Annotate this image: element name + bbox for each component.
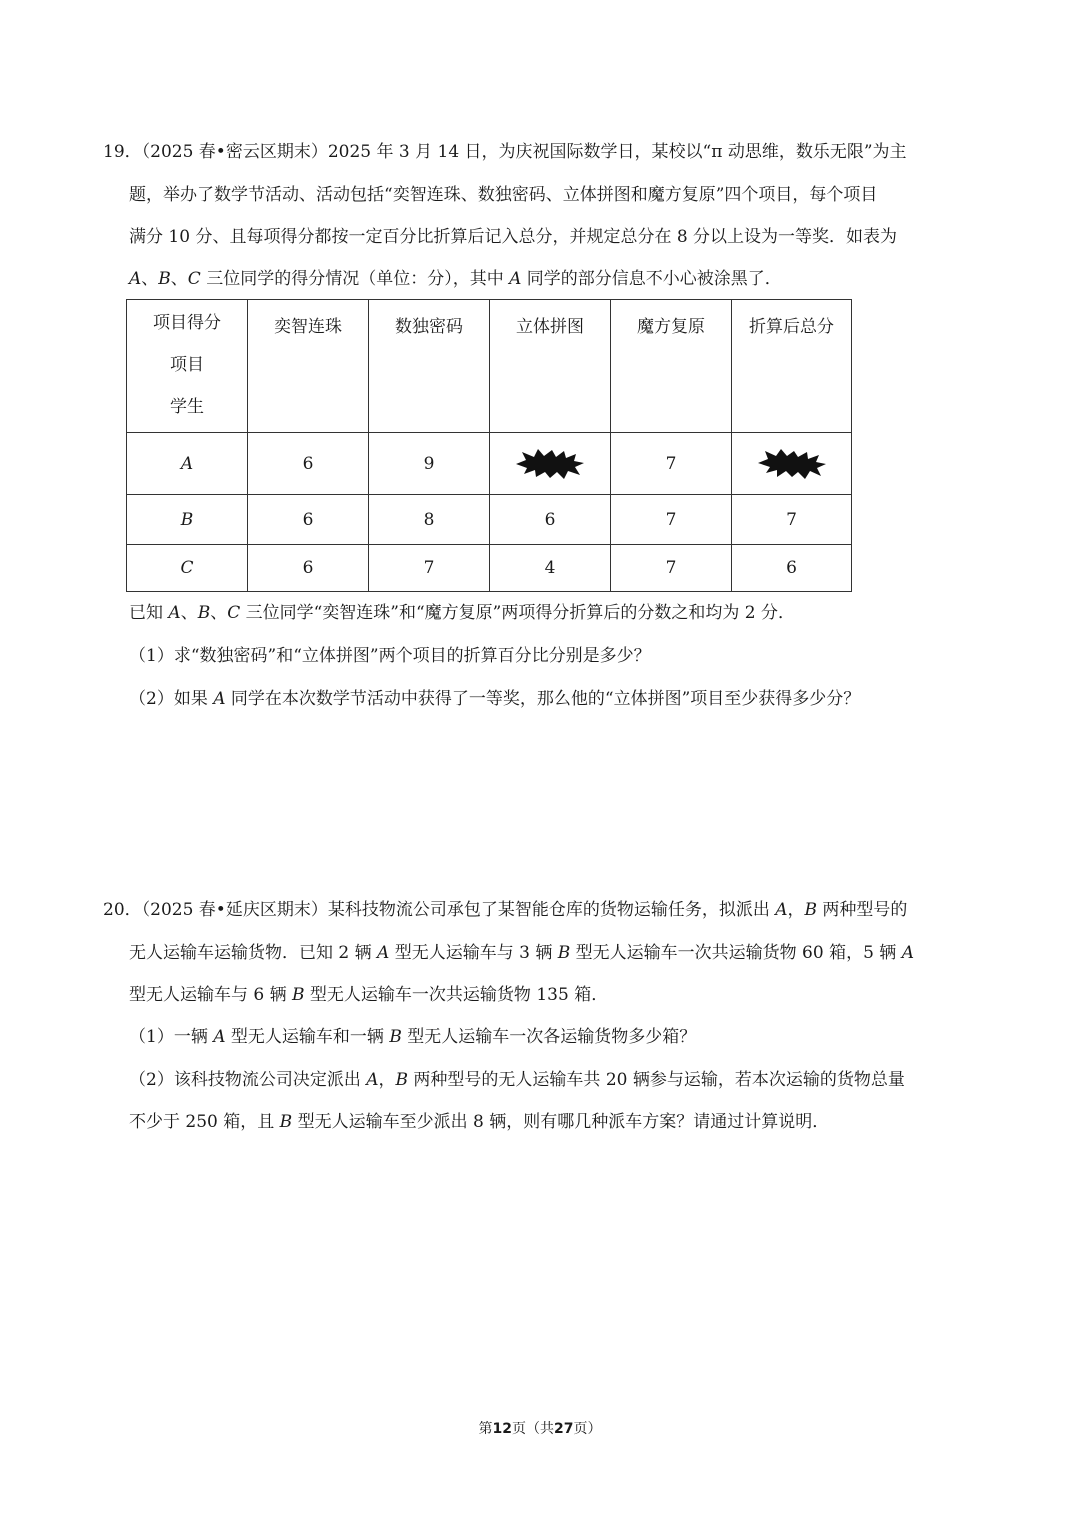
text: 两种型号的 bbox=[817, 900, 908, 920]
score-cell: 8 bbox=[369, 495, 490, 545]
text: （2）如果 bbox=[129, 689, 214, 709]
sep: 、 bbox=[180, 603, 198, 623]
blacked-out-cell bbox=[490, 433, 611, 495]
text: 已知 bbox=[129, 603, 169, 623]
total-pages: 27 bbox=[554, 1421, 574, 1437]
footer-text: 第 bbox=[478, 1421, 493, 1437]
q20-line-1 bbox=[103, 899, 907, 921]
q20-subquestion-2-cont bbox=[129, 1111, 829, 1133]
table-corner-cell bbox=[127, 300, 248, 433]
var-b: B bbox=[197, 603, 211, 623]
sep: 、 bbox=[210, 603, 228, 623]
text: 不少于 250 箱，且 bbox=[129, 1112, 280, 1132]
score-cell: 7 bbox=[369, 545, 490, 592]
ink-blot-icon bbox=[514, 447, 586, 481]
text: （1）一辆 bbox=[129, 1027, 214, 1047]
table-row bbox=[127, 495, 852, 545]
text: （2）该科技物流公司决定派出 bbox=[129, 1070, 367, 1090]
blacked-out-cell bbox=[732, 433, 852, 495]
var-a: A bbox=[213, 1027, 226, 1047]
corner-label-student: 学生 bbox=[170, 397, 204, 417]
text: 同学的部分信息不小心被涂黑了． bbox=[521, 269, 782, 289]
q19-line-4 bbox=[129, 268, 782, 290]
text: 两种型号的无人运输车共 20 辆参与运输，若本次运输的货物总量 bbox=[408, 1070, 905, 1090]
var-b: B bbox=[395, 1070, 409, 1090]
q20-line-3 bbox=[129, 984, 608, 1006]
score-cell: 7 bbox=[611, 545, 732, 592]
score-cell: 6 bbox=[490, 495, 611, 545]
text: 同学在本次数学节活动中获得了一等奖，那么他的“立体拼图”项目至少获得多少分？ bbox=[225, 689, 861, 709]
page-footer bbox=[0, 1418, 1080, 1438]
score-cell: 4 bbox=[490, 545, 611, 592]
sep: 、 bbox=[141, 269, 159, 289]
table-row bbox=[127, 433, 852, 495]
var-b: B bbox=[389, 1027, 402, 1047]
var-a: A bbox=[168, 603, 181, 623]
text: 三位同学的得分情况（单位：分），其中 bbox=[200, 269, 510, 289]
q20-subquestion-1 bbox=[129, 1026, 696, 1048]
var-a: A bbox=[509, 269, 522, 289]
footer-text: 页） bbox=[573, 1421, 602, 1437]
q19-subquestion-2 bbox=[129, 688, 860, 710]
score-cell: 6 bbox=[248, 545, 369, 592]
corner-label-score: 项目得分 bbox=[153, 313, 221, 333]
score-cell: 7 bbox=[611, 433, 732, 495]
q20-line-2 bbox=[129, 942, 914, 964]
var-b: B bbox=[292, 985, 305, 1005]
var-a: A bbox=[129, 269, 142, 289]
ink-blot-icon bbox=[756, 447, 828, 481]
q19-line-1: 19．（2025 春•密云区期末）2025 年 3 月 14 日，为庆祝国际数学日，某校以“π 动思维，数乐无限”为主 bbox=[103, 142, 907, 162]
student-cell: A bbox=[127, 433, 248, 495]
score-cell: 6 bbox=[248, 495, 369, 545]
student-cell: B bbox=[127, 495, 248, 545]
var-c: C bbox=[227, 603, 241, 623]
var-b: B bbox=[279, 1112, 293, 1132]
table-header-row bbox=[127, 300, 852, 433]
var-a: A bbox=[775, 900, 788, 920]
var-c: C bbox=[187, 269, 201, 289]
text: 型无人运输车与 6 辆 bbox=[129, 985, 293, 1005]
header-cell: 立体拼图 bbox=[490, 300, 611, 433]
q19-given-line bbox=[129, 602, 795, 624]
table-row bbox=[127, 545, 852, 592]
corner-label-item: 项目 bbox=[170, 355, 204, 375]
footer-text: 页（共 bbox=[512, 1421, 554, 1437]
var-a: A bbox=[377, 943, 390, 963]
text: 型无人运输车至少派出 8 辆，则有哪几种派车方案？请通过计算说明． bbox=[292, 1112, 830, 1132]
score-cell: 6 bbox=[732, 545, 852, 592]
text: 型无人运输车一次各运输货物多少箱？ bbox=[401, 1027, 697, 1047]
header-cell: 数独密码 bbox=[369, 300, 490, 433]
var-a: A bbox=[213, 689, 226, 709]
var-b: B bbox=[804, 900, 818, 920]
var-a: A bbox=[366, 1070, 379, 1090]
var-b: B bbox=[158, 269, 171, 289]
score-table bbox=[126, 299, 852, 592]
text: 无人运输车运输货物．已知 2 辆 bbox=[129, 943, 378, 963]
header-cell: 魔方复原 bbox=[611, 300, 732, 433]
score-cell: 7 bbox=[611, 495, 732, 545]
text: 型无人运输车与 3 辆 bbox=[389, 943, 558, 963]
var-a: A bbox=[901, 943, 914, 963]
score-cell: 9 bbox=[369, 433, 490, 495]
q19-subquestion-1: （1）求“数独密码”和“立体拼图”两个项目的折算百分比分别是多少？ bbox=[129, 646, 651, 666]
score-cell: 7 bbox=[732, 495, 852, 545]
header-cell: 折算后总分 bbox=[732, 300, 852, 433]
sep: 、 bbox=[170, 269, 188, 289]
sep: ， bbox=[787, 900, 805, 920]
text: 三位同学“奕智连珠”和“魔方复原”两项得分折算后的分数之和均为 2 分． bbox=[240, 603, 795, 623]
student-cell: C bbox=[127, 545, 248, 592]
header-cell: 奕智连珠 bbox=[248, 300, 369, 433]
sep: ， bbox=[378, 1070, 396, 1090]
score-cell: 6 bbox=[248, 433, 369, 495]
q20-subquestion-2 bbox=[129, 1069, 905, 1091]
var-b: B bbox=[557, 943, 571, 963]
page-number: 12 bbox=[492, 1421, 512, 1437]
text: 型无人运输车一次共运输货物 135 箱． bbox=[304, 985, 609, 1005]
q19-line-2: 题，举办了数学节活动、活动包括“奕智连珠、数独密码、立体拼图和魔方复原”四个项目，每个项目 bbox=[129, 185, 878, 205]
q19-line-3: 满分 10 分、且每项得分都按一定百分比折算后记入总分，并规定总分在 8 分以上设为一等奖．如表为 bbox=[129, 227, 898, 247]
text: 型无人运输车和一辆 bbox=[225, 1027, 390, 1047]
text: 型无人运输车一次共运输货物 60 箱，5 辆 bbox=[570, 943, 902, 963]
text: 20．（2025 春•延庆区期末）某科技物流公司承包了某智能仓库的货物运输任务，拟派出 bbox=[103, 900, 776, 920]
